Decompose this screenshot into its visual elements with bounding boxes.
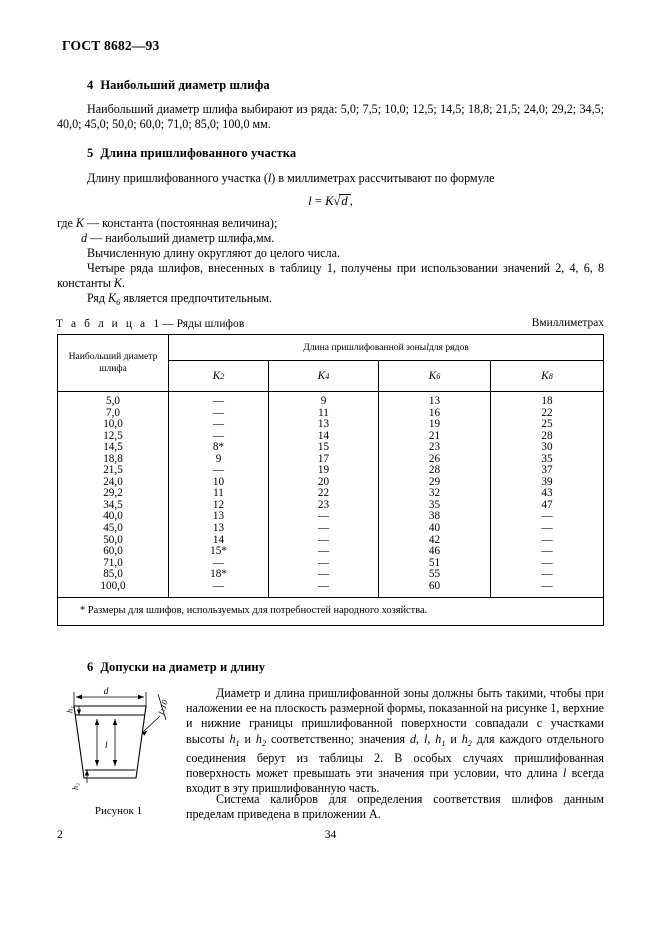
table-cell: 26 [428,452,441,465]
table-cell: 38 [428,510,441,523]
table-cell: 12 [212,498,225,511]
table-caption [56,318,244,330]
subheader-k6 [379,361,491,391]
table-cell: 40 [428,522,441,535]
table-cell: 25 [541,418,553,431]
s6-text-d: и [445,731,462,746]
table-cell: 19 [317,464,330,477]
var-h2-b: h [461,731,468,746]
table-cell: 13 [428,395,441,407]
table-cell: 13 [317,418,330,431]
grind-rows-table [57,334,604,626]
k4-sub: 4 [325,371,330,381]
table-cell: 9 [215,452,222,465]
k2-base: K [212,370,221,382]
table-cell: — [212,406,225,419]
section-6-paragraph-2: Система калибров для определения соответствия шлифов данным пределам приведена в приложении А. [186,792,604,822]
column-k2 [169,392,269,597]
figure-label-l: l [105,741,108,751]
figure-label-h1: h₁ [65,706,75,713]
subheader-k2 [169,361,269,391]
table-cell: 9 [320,395,327,407]
table-cell: 14,5 [103,441,123,454]
table-cell: 19 [428,418,441,431]
table-cell: 13 [212,522,225,535]
span-text-a: Длина пришлифованной зоны [303,342,427,353]
rounding-note: Вычисленную длину округляют до целого числа. [87,246,340,260]
table-cell: — [541,568,553,581]
section-6-heading [87,660,265,675]
table-cell: 11 [213,487,224,500]
figure-1-drawing [62,686,182,798]
constant-note-period: . [121,276,125,291]
table-cell: 46 [428,545,441,558]
table-subheaders [169,361,603,391]
var-l: l [267,171,272,185]
table-header-span [169,335,603,361]
section-4-number: 4 [87,78,94,92]
table-cell: — [317,522,330,535]
table-cell: 43 [541,487,553,500]
table-body [58,392,603,598]
taper-diagram-svg [62,686,182,798]
section-5-intro [57,171,604,186]
table-cell: 14 [212,533,225,546]
standard-code: ГОСТ 8682—93 [62,38,160,53]
intro-text-a: Длину пришлифованного участка ( [87,171,268,185]
k8-base: K [541,370,549,382]
var-h1-b-sub: 1 [441,738,446,748]
table-cell: 35 [428,498,441,511]
table-caption-label: Т а б л и ц а [56,318,148,330]
table-cell: 39 [541,475,553,488]
where-d-text: — наибольший диаметр шлифа,мм. [90,231,275,245]
subheader-k4 [269,361,379,391]
k2-sub: 2 [220,371,225,381]
radical-sign: √ [333,194,341,208]
k6-base: K [428,370,437,382]
table-cell: 8* [212,441,225,454]
table-cell: 23 [317,498,330,511]
table-cell: 18* [210,568,227,581]
table-cell: 60,0 [103,545,123,558]
column-k4 [269,392,379,597]
var-K-2: K [113,276,122,291]
table-cell: 12,5 [103,429,123,442]
formula-equals: = [314,194,322,208]
table-footnote: * Размеры для шлифов, используемых для потребностей народного хозяйства. [80,605,428,617]
var-d: d [81,231,88,245]
table-cell: 23 [428,441,441,454]
table-cell: 14 [317,429,330,442]
preferred-row-note [57,291,634,310]
section-5-number: 5 [87,146,94,160]
page-number-center: 34 [324,828,337,841]
page-number-left: 2 [57,828,63,841]
s6-sep-2: , [427,731,436,746]
table-cell: 42 [428,533,441,546]
var-h2-sub: 2 [261,738,267,748]
constant-values-note [57,261,604,291]
column-k6 [379,392,491,597]
table-cell: 7,0 [106,406,120,419]
where-prefix: где [57,216,73,230]
s6-text-f: всегда входит в эту пришлифованную часть. [186,766,604,796]
table-cell: 29,2 [103,487,123,500]
table-cell: — [541,510,553,523]
section-6-title: Допуски на диаметр и длину [100,660,266,674]
table-cell: — [541,522,553,535]
s6-text-c: соответственно; значения [266,731,410,746]
var-d-2: d [409,731,416,746]
table-cell: — [317,510,330,523]
intro-text-b: ) в миллиметрах рассчитывают по формуле [271,171,495,185]
span-text-b: для рядов [428,342,469,353]
square-root [333,193,349,209]
var-K-subscript: 6 [116,298,121,307]
table-cell: 15* [210,545,227,558]
figure-1-caption: Рисунок 1 [94,805,143,817]
table-caption-dash: — [162,318,174,330]
table-cell: 24,0 [103,475,123,488]
var-h1-sub: 1 [235,738,240,748]
var-K-3: K [108,291,117,305]
table-cell: 51 [428,556,441,569]
table-cell: 100,0 [100,579,126,592]
table-cell: — [317,579,330,592]
table-cell: — [317,533,330,546]
table-cell: 13 [212,510,225,523]
table-units-label: Вмиллиметрах [531,317,604,329]
table-cell: — [212,395,225,407]
table-cell: 20 [317,475,330,488]
formula-coefficient: K [325,194,334,208]
column-k8 [491,392,603,597]
table-cell: — [541,545,553,558]
table-cell: 85,0 [103,568,123,581]
table-cell: — [317,568,330,581]
table-cell: 22 [317,487,330,500]
section-6-paragraph-1 [186,686,604,796]
table-cell: 35 [541,452,553,465]
formula-lhs: l [308,194,312,208]
table-cell: 37 [541,464,553,477]
section-5-title: Длина пришлифованного участка [100,146,297,160]
figure-label-d: d [103,687,109,697]
table-cell: 18,8 [103,452,123,465]
table-cell: 71,0 [103,556,123,569]
var-l-3: l [562,766,567,781]
table-cell: — [541,579,553,592]
s6-text-a: Диаметр и длина пришлифованной зоны должны быть такими, чтобы при наложении ее на плоскость размерной формы, показанной на рисунке 1, верхние и нижние границы пришлифованной поверхности совпадали с участками высоты [186,686,604,746]
table-cell: — [212,464,225,477]
table-cell: 10,0 [103,418,123,431]
formula-length [0,193,661,209]
var-K: K [75,216,84,230]
column-diameter [58,392,169,597]
span-var-l: l [426,342,429,353]
table-cell: — [541,556,553,569]
figure-label-taper: 1:10 [155,698,170,717]
table-cell: — [541,533,553,546]
var-h2-b-sub: 2 [467,738,472,748]
table-cell: 47 [541,498,553,511]
table-cell: 30 [541,441,553,454]
table-header-right [169,335,603,391]
table-cell: 40,0 [103,510,123,523]
table-cell: 17 [317,452,330,465]
table-cell: 22 [541,406,553,419]
table-cell: 50,0 [103,533,123,546]
table-cell: — [212,418,225,431]
table-cell: 21,5 [103,464,123,477]
table-cell: — [212,579,225,592]
table-cell: 16 [428,406,441,419]
var-h2: h [255,731,262,746]
s6-sep-1: , [416,731,424,746]
figure-label-h2: h₂ [71,783,80,790]
table-cell: — [212,429,225,442]
section-4-heading [87,78,270,93]
table-header-diameter: Наибольший диаметр шлифа [58,335,169,391]
var-l-2: l [423,731,428,746]
table-caption-number: 1 [153,318,160,330]
table-cell: 18 [541,395,553,407]
k8-sub: 8 [548,371,553,381]
table-cell: 55 [428,568,441,581]
table-cell: — [317,556,330,569]
preferred-text-a: Ряд [87,291,109,305]
section-5-heading [87,146,296,161]
table-cell: — [317,545,330,558]
table-cell: 5,0 [106,395,120,407]
preferred-text-b: является предпочтительным. [120,291,273,305]
subheader-k8 [491,361,603,391]
table-cell: 10 [212,475,225,488]
table-cell: 45,0 [103,522,123,535]
table-caption-title: Ряды шлифов [176,318,245,330]
table-cell: 15 [317,441,330,454]
formula-comma: , [349,194,353,208]
table-cell: — [212,556,225,569]
table-cell: 29 [428,475,441,488]
k4-base: K [317,370,326,382]
radicand-d: d [341,194,348,208]
taper-body-outline [74,706,146,778]
section-6-number: 6 [87,660,94,674]
section-4-body: Наибольший диаметр шлифа выбирают из ряда: 5,0; 7,5; 10,0; 12,5; 14,5; 18,8; 21,5; 24,0; 29,2; 34,5; 40,0; 45,0; 50,0; 60,0; 71,0; 85,0; 100,0 мм. [57,102,604,132]
s6-text-e: для каждого отдельного соединения берут из таблицы 2. В особых случаях пришлифованная поверхность может превышать эти значения при условии, что длина [186,731,605,781]
table-cell: 34,5 [103,498,123,511]
k6-sub: 6 [436,371,441,381]
table-cell: 60 [428,579,441,592]
section-4-title: Наибольший диаметр шлифа [100,78,270,92]
where-clause-d [57,231,628,246]
where-k-text: — константа (постоянная величина); [87,216,278,230]
where-clause-k [57,216,604,231]
dimension-arrowheads [76,695,148,776]
table-header [58,335,603,392]
table-cell: 32 [428,487,441,500]
var-h1-b: h [435,731,442,746]
table-cell: 28 [541,429,553,442]
constant-note-text: Четыре ряда шлифов, внесенных в таблицу 1, получены при использовании значений 2, 4, 6, 8 константы [57,261,604,291]
table-cell: 11 [318,406,329,419]
table-cell: 28 [428,464,441,477]
table-cell: 21 [428,429,441,442]
s6-text-b: и [239,731,256,746]
var-h1: h [229,731,236,746]
